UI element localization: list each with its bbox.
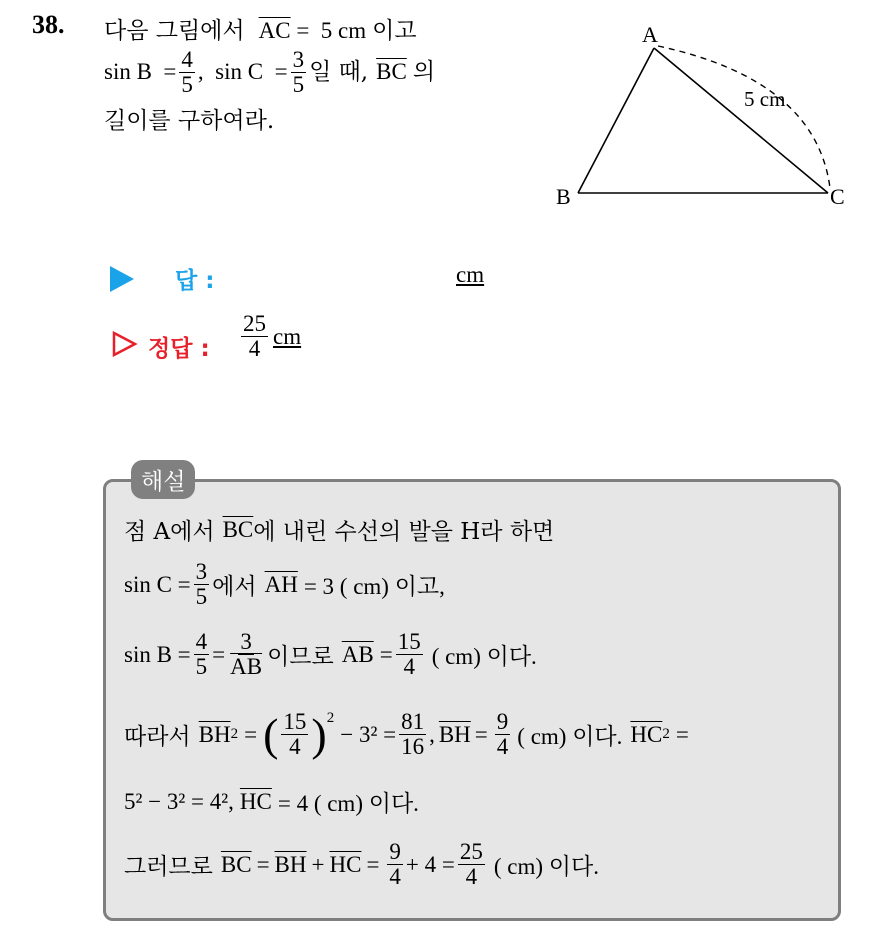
sin-c-fraction: $\frac{3}{5}$: [292, 47, 305, 98]
sin-b-label: sin B =: [104, 59, 177, 85]
question-text-3: 길이를 구하여라.: [104, 108, 275, 134]
sin-c-label: , sin C =: [197, 59, 288, 85]
solution-line-2: sin C = $\frac{3}{5}$ 에서 $\overline{AH}$ = 3 ( cm) 이고,: [124, 559, 445, 610]
solution-line-6: 그러므로 $\overline{BC}$ = $\overline{BH}$ + $\overline{HC}$ = $\frac{9}{4}$ + 4 = $\frac{25}{4}$ ( cm) 이다.: [124, 839, 599, 890]
answer-field[interactable]: cm: [456, 262, 485, 287]
correct-answer-value: [238, 312, 301, 361]
question-text-ilttae: 일 때,: [309, 59, 369, 86]
question-text-ui: 의: [412, 59, 436, 86]
solution-line-5: 5² − 3² = 4², $\overline{HC}$ = 4 ( cm) 이다.: [124, 788, 419, 816]
segment-ac: $\overline{AC}$: [258, 18, 291, 43]
dashed-arc-ac: [658, 46, 830, 188]
triangle-figure: [548, 20, 868, 220]
correct-answer-unit: cm: [273, 323, 302, 349]
label-ac-length: 5 cm: [744, 87, 786, 111]
solution-line-4: 따라서 $\overline{BH}$ 2 = ( $\frac{15}{4}$ ) $^2$ − 3² = $\frac{81}{16}$ , $\overline{BH}$ = $\frac{9}{4}$ ( cm) 이다. $\overline{HC}$ 2 =: [124, 708, 689, 760]
triangle-edges: [578, 46, 830, 193]
question-text-igo: 이고: [372, 18, 417, 44]
vertex-a: A: [642, 22, 658, 47]
question-text-1: 다음 그림에서: [104, 18, 245, 44]
correct-answer-label: 정답 :: [148, 336, 210, 362]
question-number: 38.: [32, 10, 65, 39]
solution-line-1: 점 A에서 $\overline{BC}$ 에 내린 수선의 발을 H라 하면: [124, 516, 555, 545]
outlined-play-icon: [112, 331, 138, 357]
sin-b-fraction: $\frac{4}{5}$: [181, 47, 193, 98]
segment-bc: $\overline{BC}$: [376, 59, 407, 85]
play-icon: [110, 266, 134, 292]
solution-line-3: sin B = $\frac{4}{5}$ = $\frac{3}{AB}$ 이므로 $\overline{AB}$ = $\frac{15}{4}$ ( cm) 이다.: [124, 629, 537, 680]
vertex-b: B: [556, 184, 571, 209]
answer-label: 답 :: [175, 268, 215, 294]
edge-ab: [578, 48, 654, 193]
ac-length: = 5 cm: [290, 18, 367, 43]
solution-tag: 해설: [131, 460, 195, 499]
vertex-c: C: [830, 184, 845, 209]
correct-answer-fraction: $\frac{25}{4}$: [243, 311, 266, 362]
